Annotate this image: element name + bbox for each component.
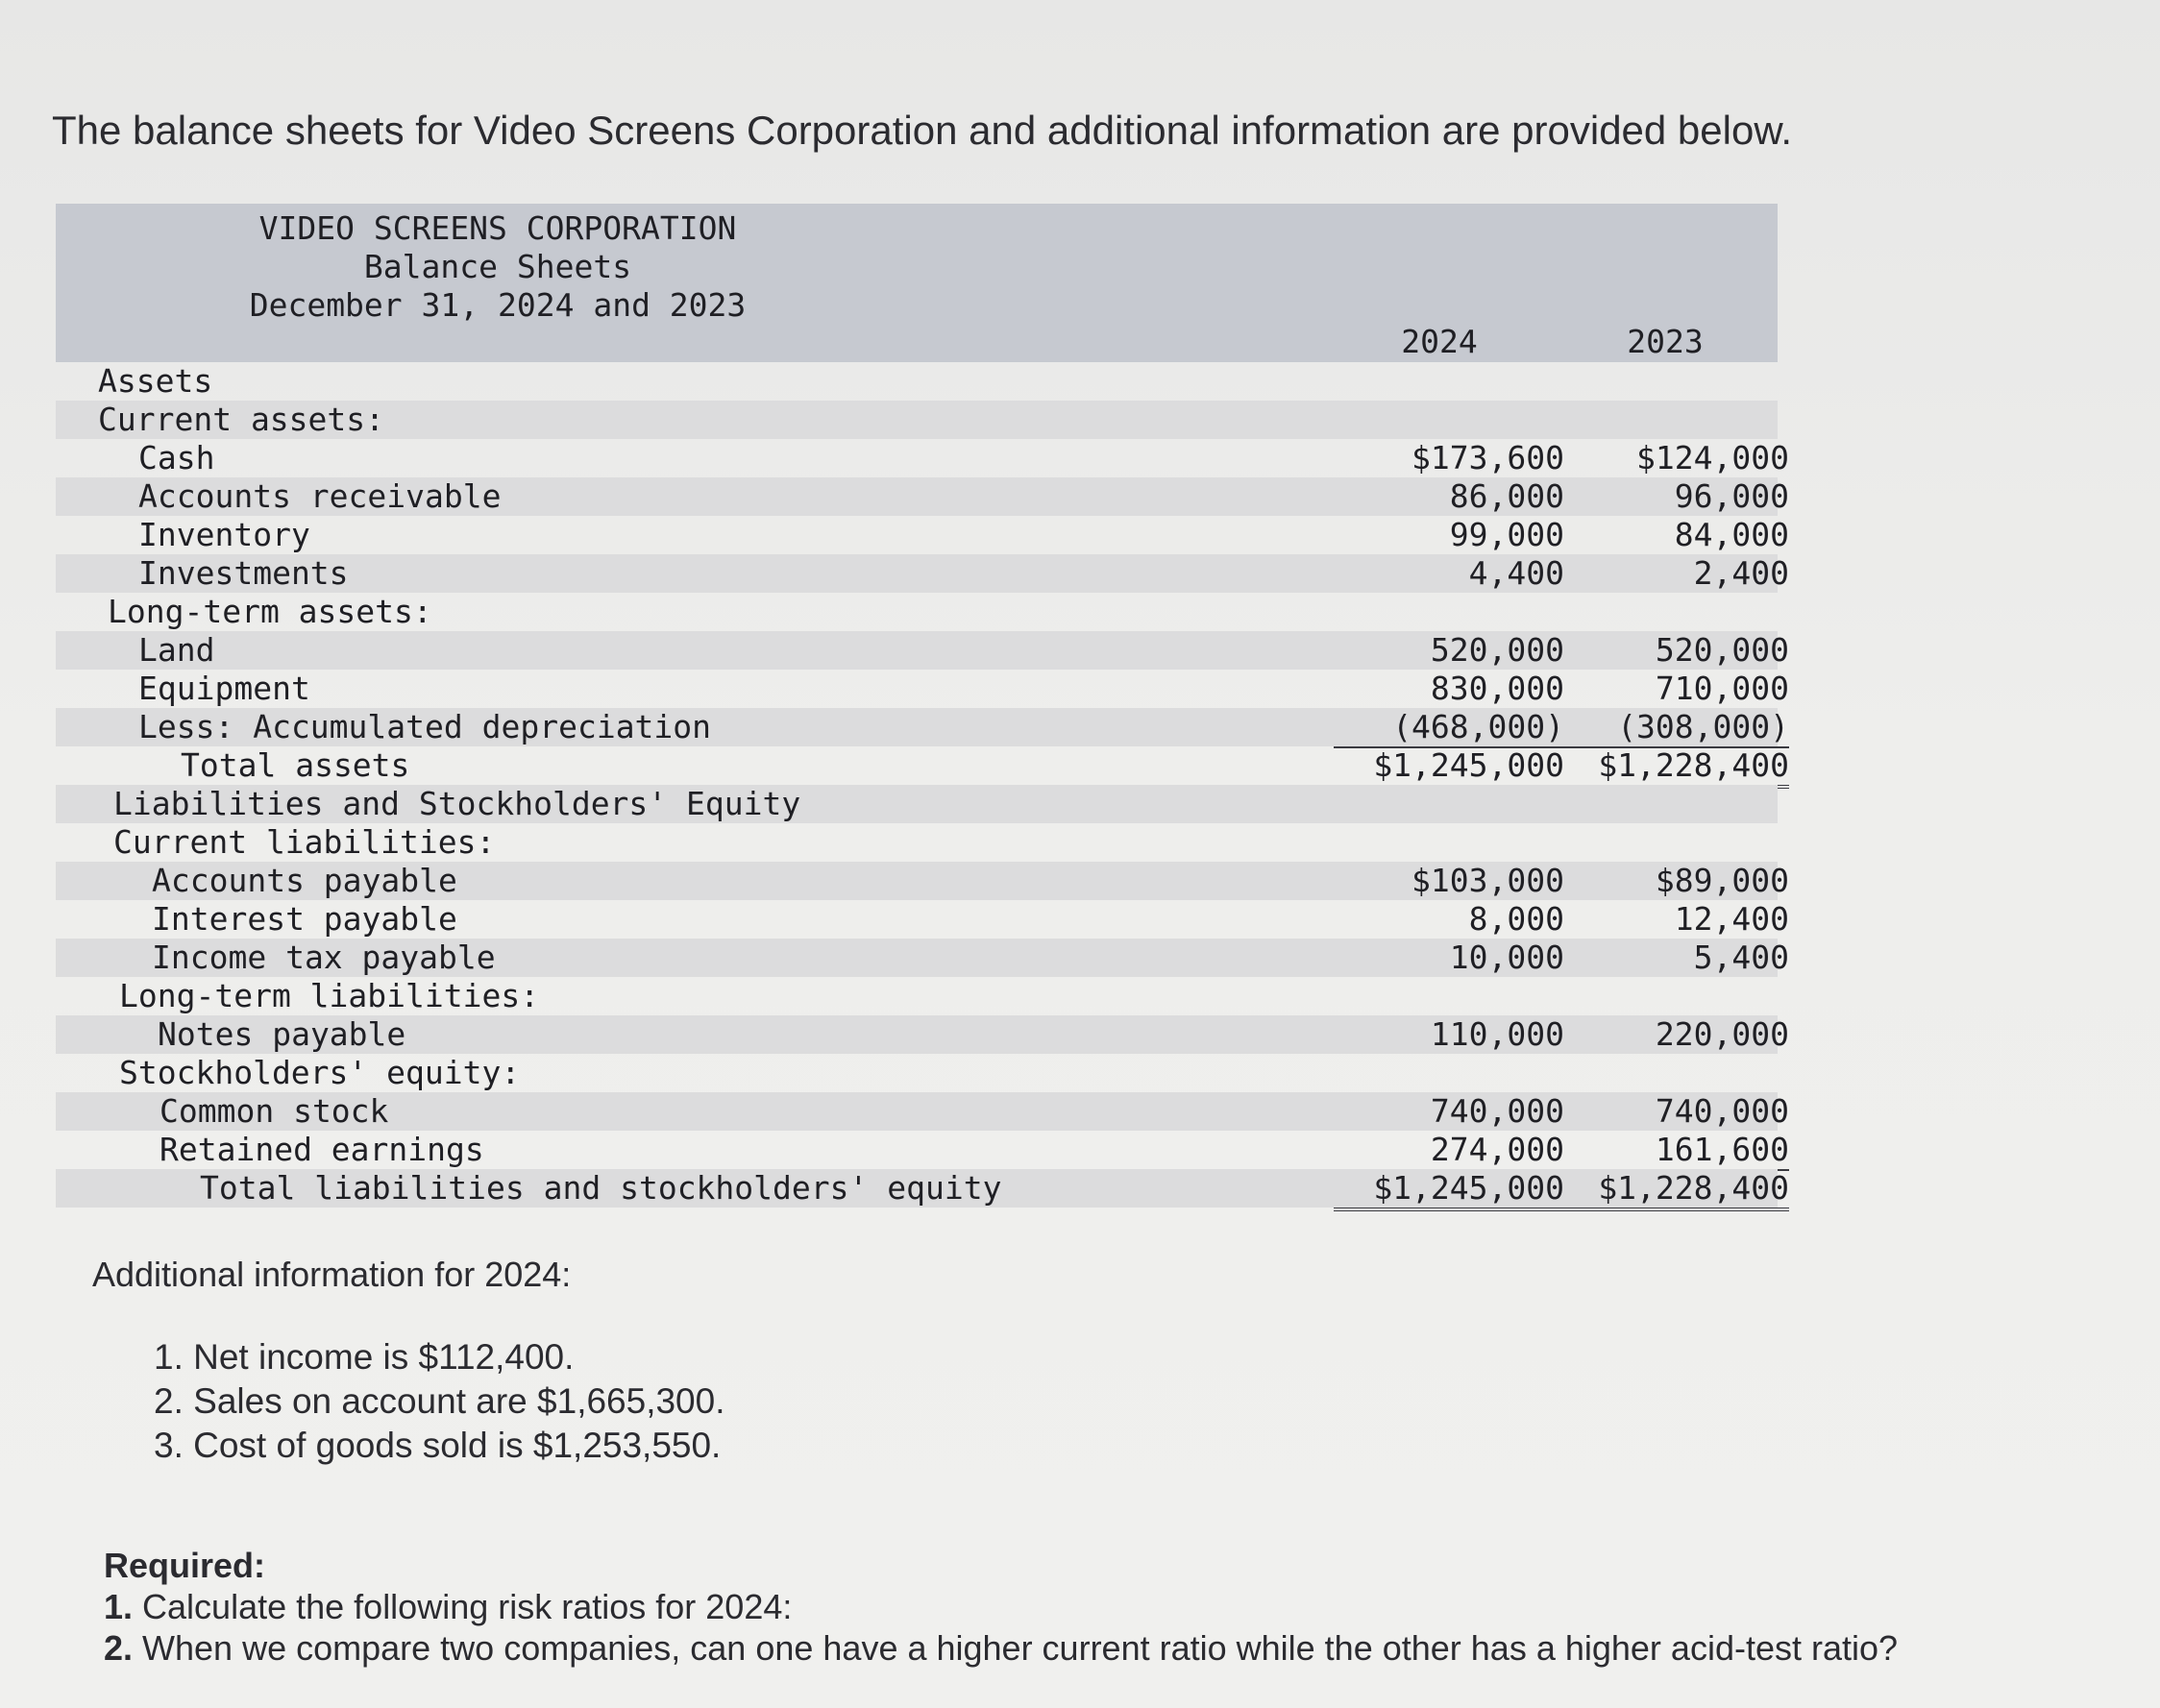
required-item-2 bbox=[104, 1627, 1898, 1669]
row-label: Retained earnings bbox=[160, 1131, 484, 1168]
item-text: Calculate the following risk ratios for 2024: bbox=[133, 1587, 793, 1626]
row-label: Long-term assets: bbox=[108, 593, 432, 630]
balance-sheet-table bbox=[56, 204, 1789, 1208]
statement-name: Balance Sheets bbox=[363, 248, 632, 285]
item-number: 1. bbox=[104, 1587, 134, 1626]
value-2023: $89,000 bbox=[1655, 862, 1789, 899]
column-header-2024: 2024 bbox=[1401, 323, 1478, 360]
value-2024: 110,000 bbox=[1430, 1015, 1564, 1053]
value-2023: (308,000) bbox=[1559, 708, 1789, 748]
row-label: Current assets: bbox=[98, 401, 385, 438]
table-row bbox=[56, 862, 1789, 900]
row-label: Notes payable bbox=[158, 1015, 406, 1053]
subsection-heading bbox=[56, 1054, 1778, 1092]
table-row bbox=[56, 708, 1789, 746]
table-row bbox=[56, 631, 1789, 670]
value-2024: $1,245,000 bbox=[1334, 746, 1564, 789]
value-2024: 4,400 bbox=[1468, 554, 1564, 592]
row-label: Total liabilities and stockholders' equity bbox=[200, 1169, 1002, 1207]
subsection-heading bbox=[56, 401, 1778, 439]
additional-info-list bbox=[154, 1335, 725, 1468]
value-2024: 830,000 bbox=[1430, 670, 1564, 707]
value-2024: 10,000 bbox=[1449, 939, 1564, 976]
row-label: Interest payable bbox=[152, 900, 457, 938]
table-row bbox=[56, 1015, 1789, 1054]
value-2024: 274,000 bbox=[1334, 1131, 1564, 1171]
value-2024: 740,000 bbox=[1430, 1092, 1564, 1130]
value-2024: 8,000 bbox=[1468, 900, 1564, 938]
subsection-heading bbox=[56, 823, 1778, 862]
value-2023: 220,000 bbox=[1655, 1015, 1789, 1053]
row-label: Assets bbox=[98, 362, 213, 400]
table-row bbox=[56, 1131, 1789, 1169]
required-heading: Required: bbox=[104, 1546, 266, 1585]
value-2023: 12,400 bbox=[1674, 900, 1789, 938]
required-item-1 bbox=[104, 1586, 1898, 1627]
additional-info-heading: Additional information for 2024: bbox=[92, 1255, 572, 1294]
value-2023: $124,000 bbox=[1636, 439, 1789, 476]
value-2023: 96,000 bbox=[1674, 477, 1789, 515]
list-item: 2. Sales on account are $1,665,300. bbox=[154, 1381, 725, 1421]
row-label: Common stock bbox=[160, 1092, 389, 1130]
total-row bbox=[56, 1169, 1789, 1208]
value-2024: 520,000 bbox=[1430, 631, 1564, 669]
subsection-heading bbox=[56, 593, 1778, 631]
value-2024: 86,000 bbox=[1449, 477, 1564, 515]
value-2023: 2,400 bbox=[1693, 554, 1789, 592]
row-label: Equipment bbox=[138, 670, 310, 707]
value-2023: 84,000 bbox=[1674, 516, 1789, 553]
value-2023: 740,000 bbox=[1655, 1092, 1789, 1130]
row-label: Accounts payable bbox=[152, 862, 457, 899]
table-row bbox=[56, 554, 1789, 593]
table-row bbox=[56, 477, 1789, 516]
row-label: Current liabilities: bbox=[113, 823, 496, 861]
required-section bbox=[104, 1545, 1898, 1669]
section-heading-assets bbox=[56, 362, 1778, 401]
table-row bbox=[56, 1092, 1789, 1131]
table-row bbox=[56, 939, 1789, 977]
list-item: 1. Net income is $112,400. bbox=[154, 1337, 575, 1377]
table-row bbox=[56, 516, 1789, 554]
value-2023: 520,000 bbox=[1655, 631, 1789, 669]
value-2024: $103,000 bbox=[1411, 862, 1564, 899]
value-2023: $1,228,400 bbox=[1559, 1169, 1789, 1211]
subsection-heading bbox=[56, 977, 1778, 1015]
row-label: Stockholders' equity: bbox=[119, 1054, 521, 1091]
intro-text: The balance sheets for Video Screens Corporation and additional information are provided below. bbox=[52, 108, 1793, 153]
value-2024: 99,000 bbox=[1449, 516, 1564, 553]
item-text: When we compare two companies, can one have a higher current ratio while the other has a higher acid-test ratio? bbox=[133, 1628, 1899, 1668]
total-row bbox=[56, 746, 1789, 785]
table-row bbox=[56, 900, 1789, 939]
value-2024: $173,600 bbox=[1411, 439, 1564, 476]
value-2023: 710,000 bbox=[1655, 670, 1789, 707]
row-label: Liabilities and Stockholders' Equity bbox=[113, 785, 801, 822]
row-label: Total assets bbox=[181, 746, 410, 784]
row-label: Investments bbox=[138, 554, 349, 592]
balance-sheet-title bbox=[56, 209, 940, 325]
company-name: VIDEO SCREENS CORPORATION bbox=[258, 209, 737, 247]
table-row bbox=[56, 670, 1789, 708]
value-2024: $1,245,000 bbox=[1334, 1169, 1564, 1211]
row-label: Long-term liabilities: bbox=[119, 977, 540, 1014]
value-2024: (468,000) bbox=[1334, 708, 1564, 748]
list-item: 3. Cost of goods sold is $1,253,550. bbox=[154, 1426, 722, 1465]
value-2023: 161,600 bbox=[1559, 1131, 1789, 1171]
row-label: Inventory bbox=[138, 516, 310, 553]
table-row bbox=[56, 439, 1789, 477]
row-label: Land bbox=[138, 631, 215, 669]
row-label: Less: Accumulated depreciation bbox=[138, 708, 712, 745]
balance-sheet-header bbox=[56, 204, 1778, 362]
row-label: Accounts receivable bbox=[138, 477, 502, 515]
row-label: Cash bbox=[138, 439, 215, 476]
column-header-2023: 2023 bbox=[1627, 323, 1704, 360]
value-2023: $1,228,400 bbox=[1559, 746, 1789, 789]
row-label: Income tax payable bbox=[152, 939, 496, 976]
section-heading-liabilities bbox=[56, 785, 1778, 823]
value-2023: 5,400 bbox=[1693, 939, 1789, 976]
statement-date: December 31, 2024 and 2023 bbox=[249, 286, 747, 324]
item-number: 2. bbox=[104, 1628, 134, 1668]
